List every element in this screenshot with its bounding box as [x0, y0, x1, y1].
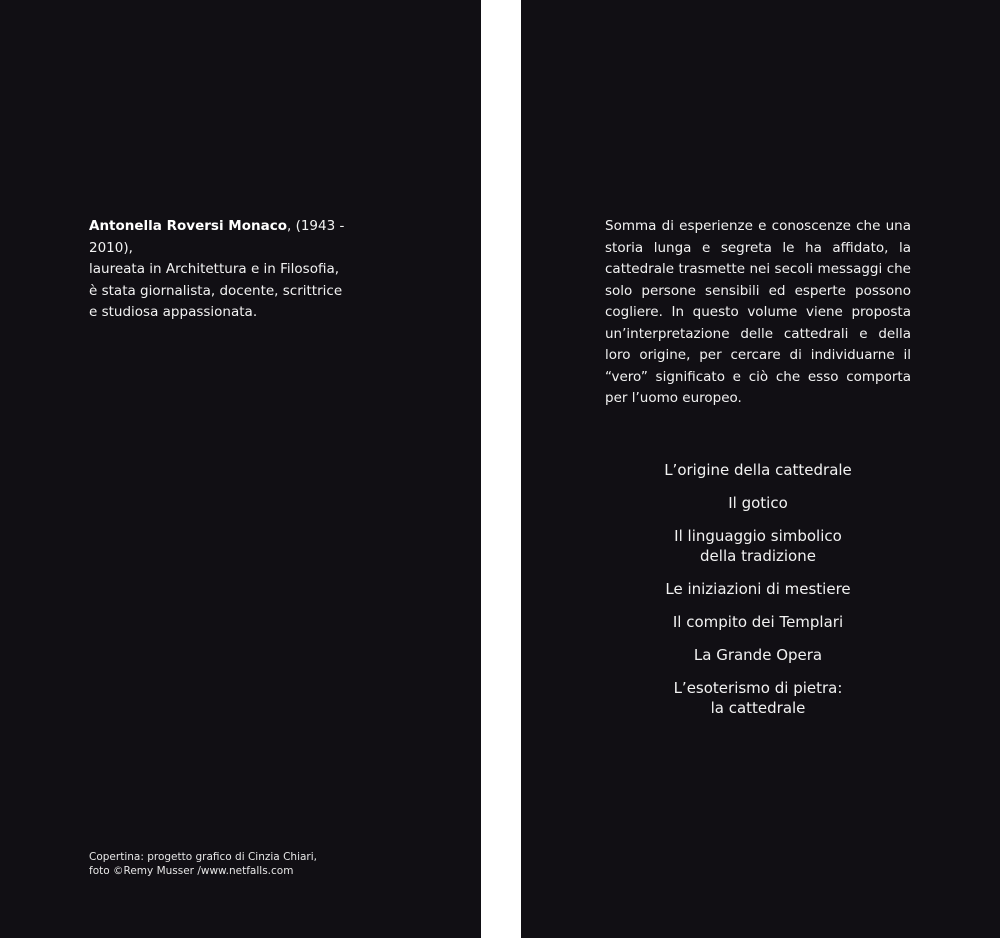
- contents-item-line: L’origine della cattedrale: [664, 461, 852, 479]
- contents-item: [605, 612, 911, 632]
- contents-item-line: Le iniziazioni di mestiere: [665, 580, 851, 598]
- author-bio-line: è stata giornalista, docente, scrittrice: [89, 282, 343, 299]
- contents-item: [605, 678, 911, 718]
- author-bio-line: e studiosa appassionata.: [89, 304, 258, 320]
- contents-item: [605, 579, 911, 599]
- contents-item-line: Il compito dei Templari: [672, 613, 844, 631]
- contents-item: [605, 526, 911, 566]
- contents-item: [605, 460, 911, 480]
- contents-item-line: Il gotico: [728, 494, 788, 512]
- author-bio-line: laureata in Architettura e in Filosofia,: [89, 261, 340, 277]
- contents-item-line: L’esoterismo di pietra:: [673, 679, 843, 697]
- author-dates: , (1943 - 2010),: [89, 218, 345, 256]
- cover-credit: [89, 850, 389, 878]
- author-name: Antonella Roversi Monaco: [89, 218, 287, 234]
- contents-item: [605, 493, 911, 513]
- photo-credit-line: foto ©Remy Musser /www.netfalls.com: [89, 865, 294, 877]
- right-page: [521, 0, 1000, 938]
- contents-item-line: della tradizione: [700, 547, 816, 565]
- author-bio: [89, 216, 389, 324]
- contents-list: [605, 460, 911, 731]
- contents-item-line: la cattedrale: [710, 699, 806, 717]
- left-page: [0, 0, 481, 938]
- contents-item-line: La Grande Opera: [693, 646, 823, 664]
- book-blurb: Somma di esperienze e conoscenze che una storia lunga e segreta le ha affidato, la cattedrale trasmette nei secoli messaggi che solo persone sensibili ed esperte possono cogliere. In questo volume viene proposta un’interpretazione delle cattedrali e della loro origine, per cercare di individuarne il “vero” significato e ciò che esso comporta per l’uomo europeo.: [605, 218, 911, 406]
- contents-item-line: Il linguaggio simbolico: [674, 527, 842, 545]
- cover-credit-line: Copertina: progetto grafico di Cinzia Chiari,: [89, 851, 317, 863]
- contents-item: [605, 645, 911, 665]
